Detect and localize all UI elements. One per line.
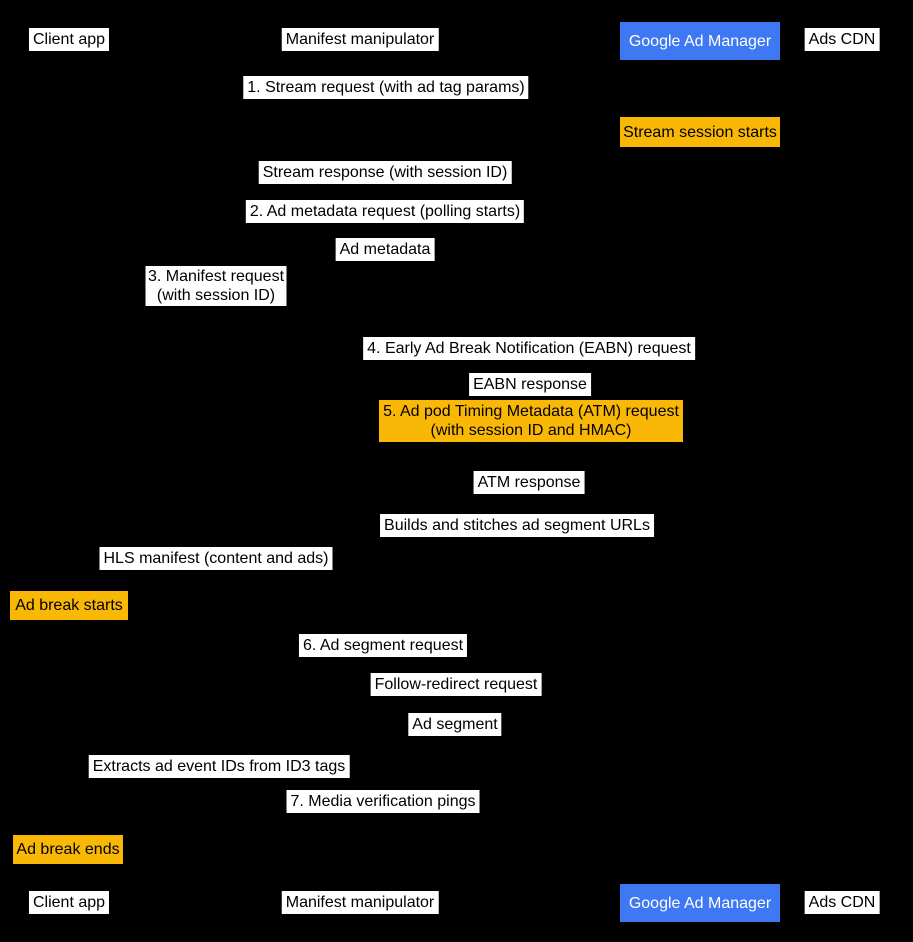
participant-manifest-manipulator-top: Manifest manipulator [282, 28, 439, 51]
event-ad-break-ends: Ad break ends [13, 835, 123, 864]
note-builds-and-stitches: Builds and stitches ad segment URLs [380, 514, 654, 537]
message-line: 3. Manifest request [147, 268, 285, 285]
message-hls-manifest: HLS manifest (content and ads) [99, 547, 332, 570]
participant-google-ad-manager-top: Google Ad Manager [620, 22, 780, 60]
participant-ads-cdn-top: Ads CDN [805, 28, 880, 51]
message-ad-segment: Ad segment [408, 713, 501, 736]
message-line: 5. Ad pod Timing Metadata (ATM) request [383, 403, 679, 420]
message-follow-redirect-request: Follow-redirect request [371, 673, 542, 696]
message-ad-metadata: Ad metadata [336, 238, 435, 261]
message-eabn-response: EABN response [469, 373, 591, 396]
participant-client-app-bottom: Client app [29, 891, 109, 914]
message-manifest-request [146, 266, 287, 306]
note-extracts-ad-event-ids: Extracts ad event IDs from ID3 tags [89, 755, 350, 778]
participant-manifest-manipulator-bottom: Manifest manipulator [282, 891, 439, 914]
participant-google-ad-manager-bottom: Google Ad Manager [620, 884, 780, 922]
event-stream-session-starts: Stream session starts [620, 117, 780, 147]
message-media-verification-pings: 7. Media verification pings [287, 790, 480, 813]
message-stream-response: Stream response (with session ID) [259, 161, 512, 184]
message-atm-request [379, 400, 683, 442]
message-stream-request: 1. Stream request (with ad tag params) [243, 76, 528, 99]
message-atm-response: ATM response [474, 471, 585, 494]
participant-client-app-top: Client app [29, 28, 109, 51]
message-line: (with session ID) [156, 287, 276, 304]
participant-ads-cdn-bottom: Ads CDN [805, 891, 880, 914]
message-ad-segment-request: 6. Ad segment request [299, 634, 467, 657]
message-ad-metadata-request: 2. Ad metadata request (polling starts) [246, 200, 524, 223]
message-line: (with session ID and HMAC) [430, 422, 632, 439]
message-eabn-request: 4. Early Ad Break Notification (EABN) request [363, 337, 695, 360]
event-ad-break-starts: Ad break starts [10, 591, 128, 620]
